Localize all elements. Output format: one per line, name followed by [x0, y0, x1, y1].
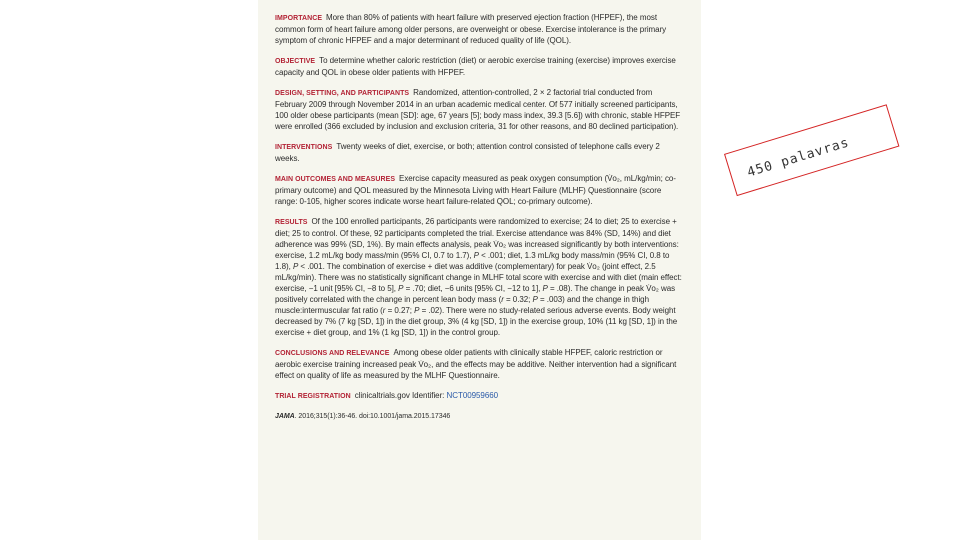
word-count-annotation	[724, 104, 899, 196]
results-p-1: P	[473, 251, 479, 260]
citation-journal: JAMA	[275, 413, 295, 420]
design-section	[275, 87, 685, 132]
interventions-section	[275, 141, 685, 164]
results-text-7: = .003) and the change in thigh muscle:intermuscular fat ratio (	[275, 295, 649, 315]
registration-label: TRIAL REGISTRATION	[275, 393, 351, 400]
citation	[275, 412, 685, 422]
conclusions-text: Among obese older patients with clinically stable HFPEF, caloric restriction or aerobic exercise training increased peak V̇o₂, and the effects may be additive. Neither intervention had a significant effect on quality of life as measured by the MLHF Questionnaire.	[275, 348, 677, 380]
results-text-2: < .001; diet, 1.3 mL/kg body mass/min (95% CI, 0.8 to 1.8),	[275, 251, 670, 271]
outcomes-section	[275, 173, 685, 207]
results-p-3: P	[398, 284, 404, 293]
objective-label: OBJECTIVE	[275, 58, 316, 65]
design-text: Randomized, attention-controlled, 2 × 2 factorial trial conducted from February 2009 through November 2014 in an urban academic medical center. Of 577 initially screened participants, 100 older obese participants (mean [SD]: age, 67 years [5]; body mass index, 39.3 [5.6]) with chronic, stable HFPEF were enrolled (366 excluded by inclusion and exclusion criteria, 31 for other reasons, and 80 declined participation).	[275, 88, 681, 131]
results-text-9: = .02). There were no study-related serious adverse events. Body weight decreased by 7% (7 kg [SD, 1]) in the diet group, 3% (4 kg [SD, 1]) in the exercise group, 10% (11 kg [SD, 1]) in the exercise + diet group, and 1% (1 kg [SD, 1]) in the control group.	[275, 306, 678, 337]
results-text-3: < .001. The combination of exercise + diet was additive (complementary) for peak V̇o₂ (joint effect, 2.5 mL/kg/min). There was no statistically significant change in MLHF total score with exercise and with diet (main effect: exercise, −1 unit [95% CI, −8 to 5],	[275, 262, 682, 293]
results-r-1: r	[501, 295, 504, 304]
conclusions-label: CONCLUSIONS AND RELEVANCE	[275, 350, 390, 357]
importance-text: More than 80% of patients with heart failure with preserved ejection fraction (HFPEF), the most common form of heart failure among older persons, are overweight or obese. Exercise intolerance is the primary symptom of chronic HFPEF and a major determinant of reduced quality of life (QOL).	[275, 13, 667, 45]
outcomes-label: MAIN OUTCOMES AND MEASURES	[275, 176, 396, 183]
results-r-2: r	[382, 306, 386, 315]
interventions-text: Twenty weeks of diet, exercise, or both; attention control consisted of telephone calls every 2 weeks.	[275, 142, 660, 163]
importance-label: IMPORTANCE	[275, 15, 323, 22]
interventions-label: INTERVENTIONS	[275, 144, 333, 151]
results-label: RESULTS	[275, 219, 308, 226]
results-text-1: Of the 100 enrolled participants, 26 participants were randomized to exercise; 24 to diet; 25 to exercise + diet; 25 to control. Of these, 92 participants completed the trial. Exercise attendance was 84% (SD, 14%) and diet adherence was 99% (SD, 1%). By main effects analysis, peak V̇o₂ was increased significantly by both interventions: exercise, 1.2 mL/kg body mass/min (95% CI, 0.7 to 1.7),	[275, 217, 679, 260]
objective-section	[275, 55, 685, 78]
results-text-4: = .70; diet, −6 units [95% CI, −12 to 1],	[403, 284, 543, 293]
results-p-2: P	[292, 262, 299, 271]
results-section	[275, 216, 685, 338]
design-label: DESIGN, SETTING, AND PARTICIPANTS	[275, 90, 410, 97]
conclusions-section	[275, 347, 685, 381]
registration-section	[275, 390, 685, 402]
objective-text: To determine whether caloric restriction (diet) or aerobic exercise training (exercise) improves exercise capacity and QOL in obese older patients with HFPEF.	[275, 56, 676, 77]
importance-section	[275, 12, 685, 46]
word-count-text: 450 palavras	[745, 135, 852, 181]
results-p-6: P	[414, 306, 420, 315]
registration-text: clinicaltrials.gov Identifier:	[354, 391, 447, 400]
results-p-4: P	[542, 284, 548, 293]
registration-identifier-link[interactable]: NCT00959660	[446, 391, 499, 400]
outcomes-text: Exercise capacity measured as peak oxygen consumption (V̇o₂, mL/kg/min; co-primary outcome) and QOL measured by the Minnesota Living with Heart Failure (MLHF) Questionnaire (score range: 0-105, higher scores indicate worse heart failure-related QOL; co-primary outcome).	[275, 174, 676, 206]
results-p-5: P	[532, 295, 538, 304]
abstract-panel	[258, 0, 701, 540]
results-text-5: = .08). The change in peak V̇o₂ was positively correlated with the change in percent lean body mass (	[275, 284, 676, 304]
citation-text: . 2016;315(1):36-46. doi:10.1001/jama.2015.17346	[294, 413, 451, 420]
results-text-8: = 0.27;	[385, 306, 415, 315]
results-text-6: = 0.32;	[503, 295, 533, 304]
